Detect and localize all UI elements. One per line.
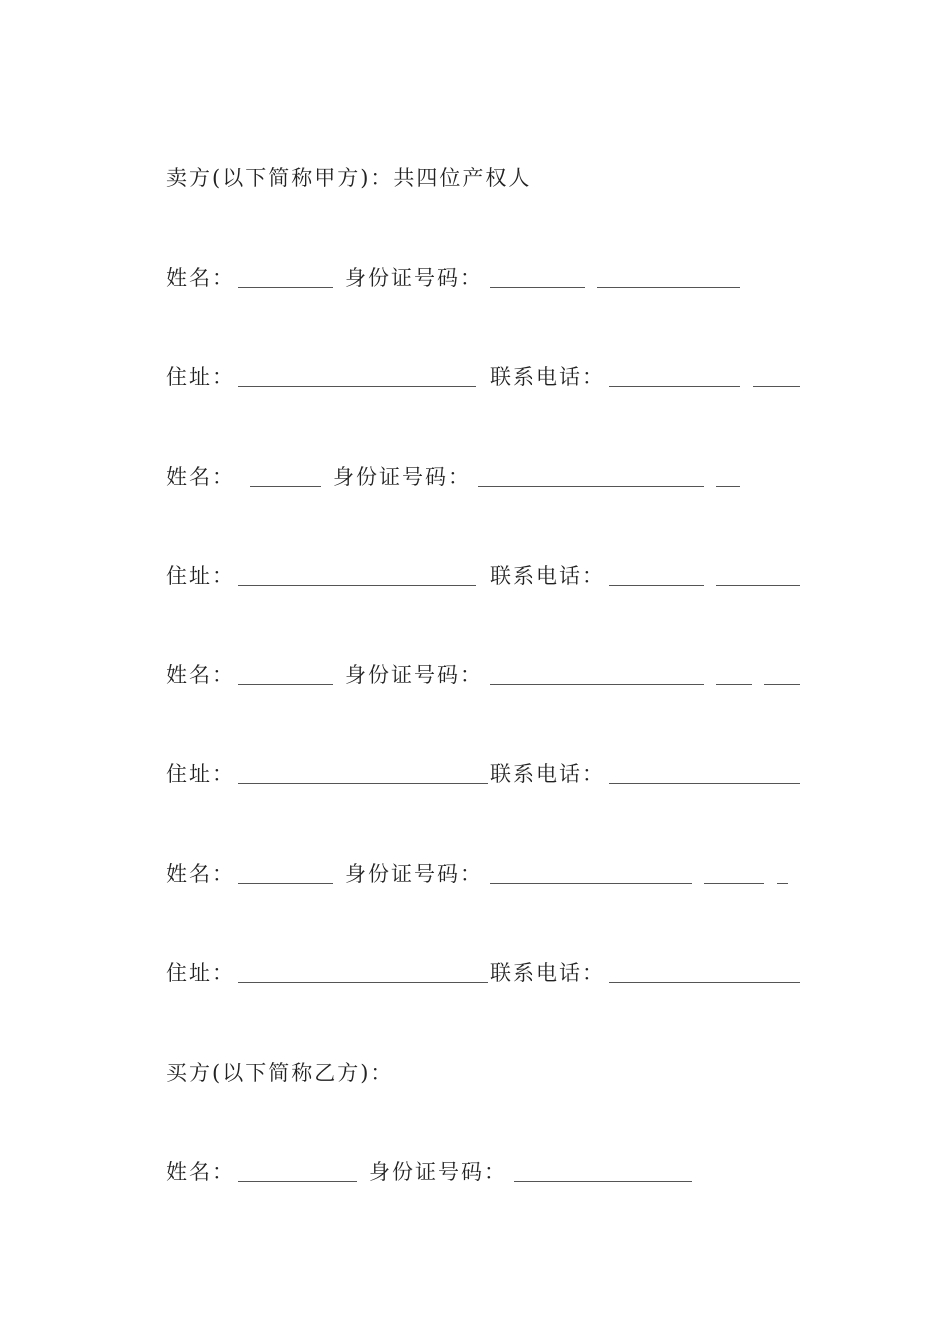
owner4-id-blank-extra: [704, 883, 764, 884]
owner3-name-label: 姓名：: [166, 663, 235, 687]
owner2-name-blank: [250, 486, 321, 487]
buyer-id-label: 身份证号码：: [369, 1160, 507, 1184]
owner4-id-blank: [490, 883, 692, 884]
buyer-name-blank: [238, 1181, 357, 1182]
owner2-id-blank: [478, 486, 704, 487]
seller-heading: 卖方(以下简称甲方)：共四位产权人: [166, 166, 532, 190]
owner3-id-blank: [490, 684, 704, 685]
owner1-address-blank: [238, 386, 476, 387]
owner1-phone-blank: [609, 386, 740, 387]
owner1-phone-blank-extra: [753, 386, 800, 387]
owner3-id-label: 身份证号码：: [345, 663, 483, 687]
owner3-address-blank: [238, 783, 488, 784]
owner1-address-label: 住址：: [166, 365, 235, 389]
owner2-name-label: 姓名：: [166, 465, 235, 489]
buyer-heading: 买方(以下简称乙方)：: [166, 1061, 394, 1085]
owner4-name-label: 姓名：: [166, 862, 235, 886]
owner1-phone-label: 联系电话：: [490, 365, 605, 389]
buyer-id-blank: [514, 1181, 692, 1182]
owner1-name-label: 姓名：: [166, 266, 235, 290]
owner2-phone-blank: [609, 585, 704, 586]
owner4-address-label: 住址：: [166, 961, 235, 985]
owner4-address-blank: [238, 982, 488, 983]
owner4-name-blank: [238, 883, 333, 884]
owner3-phone-label: 联系电话：: [490, 762, 605, 786]
owner3-id-blank-extra2: [764, 684, 800, 685]
owner1-id-label: 身份证号码：: [345, 266, 483, 290]
owner4-id-blank-extra2: [777, 883, 788, 884]
owner4-phone-blank: [609, 982, 800, 983]
owner2-id-blank-extra: [716, 486, 740, 487]
buyer-name-label: 姓名：: [166, 1160, 235, 1184]
owner3-phone-blank: [609, 783, 800, 784]
owner1-name-blank: [238, 287, 333, 288]
owner3-id-blank-extra: [716, 684, 752, 685]
owner2-address-label: 住址：: [166, 564, 235, 588]
owner1-id-blank: [490, 287, 585, 288]
owner3-address-label: 住址：: [166, 762, 235, 786]
owner1-id-blank-extra: [597, 287, 740, 288]
owner2-id-label: 身份证号码：: [333, 465, 471, 489]
owner4-phone-label: 联系电话：: [490, 961, 605, 985]
owner2-phone-blank-extra: [716, 585, 800, 586]
owner2-address-blank: [238, 585, 476, 586]
owner2-phone-label: 联系电话：: [490, 564, 605, 588]
owner3-name-blank: [238, 684, 333, 685]
owner4-id-label: 身份证号码：: [345, 862, 483, 886]
